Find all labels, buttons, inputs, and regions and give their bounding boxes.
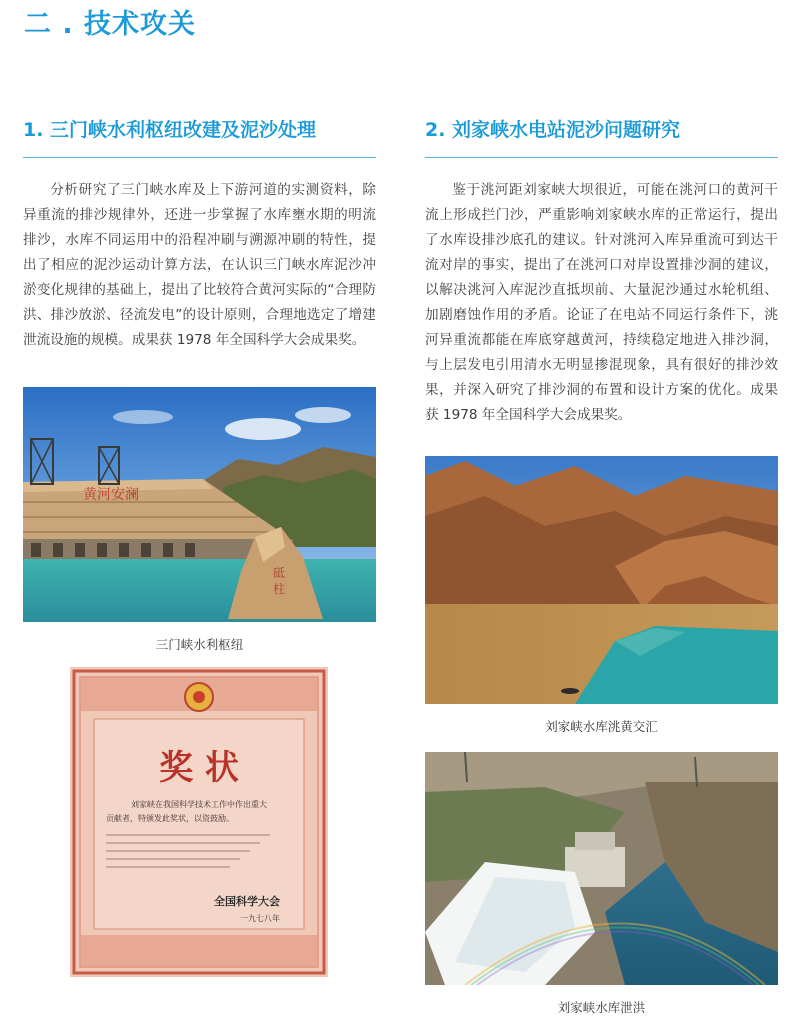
liujiaxia-confluence-photo (425, 456, 778, 704)
right-section-title: 2. 刘家峡水电站泥沙问题研究 (425, 119, 681, 141)
dam-slogan-text: 黄河安澜 (83, 487, 139, 503)
section-heading: 二 . 技术攻关 (24, 9, 197, 40)
award-certificate-image (70, 667, 328, 977)
certificate-issuer: 全国科学大会 (214, 895, 280, 908)
sanmenxia-photo-caption: 三门峡水利枢纽 (155, 637, 244, 652)
liujiaxia-flood-discharge-photo (425, 752, 778, 985)
flood-discharge-photo-caption: 刘家峡水库泄洪 (557, 1000, 646, 1015)
left-paragraph: 分析研究了三门峡水库及上下游河道的实测资料，除异重流的排沙规律外，还进一步掌握了水库壅水期的明流排沙，水库不同运用中的沿程冲刷与溯源冲刷的特性，提出了相应的泥沙运动计算方法，在认识三门峡水库泥沙冲淤变化规律的基础上，提出了比较符合黄河实际的“合理防洪、排沙放淤、径流发电”的设计原则，合理地选定了增建泄流设施的规模。成果获 1978 年全国科学大会成果奖。 (23, 182, 376, 348)
certificate-date: 一九七八年 (240, 914, 280, 923)
svg-text:柱: 柱 (273, 582, 286, 596)
confluence-photo-caption: 刘家峡水库洮黄交汇 (545, 719, 658, 734)
left-title-divider (23, 157, 376, 158)
certificate-line-1: 刘家峡在我国科学技术工作中作出重大 (131, 800, 267, 809)
certificate-line-2: 贡献者，特颁发此奖状，以资鼓励。 (106, 814, 234, 823)
left-section-title: 1. 三门峡水利枢纽改建及泥沙处理 (23, 119, 317, 141)
right-title-divider (425, 157, 778, 158)
right-paragraph: 鉴于洮河距刘家峡大坝很近，可能在洮河口的黄河干流上形成拦门沙，严重影响刘家峡水库的正常运行，提出了水库设排沙底孔的建议。针对洮河入库异重流可到达干流对岸的事实，提出了在洮河口对岸设置排沙洞的建议，以解决洮河入库泥沙直抵坝前、大量泥沙通过水轮机组、加剧磨蚀作用的矛盾。论证了在电站不同运行条件下，洮河异重流都能在库底穿越黄河，持续稳定地进入排沙洞，与上层发电引用清水无明显掺混现象，具有很好的排沙效果，并深入研究了排沙洞的布置和设计方案的优化。成果获 1978 年全国科学大会成果奖。 (425, 182, 778, 423)
sanmenxia-dam-photo (23, 387, 376, 622)
certificate-title: 奖 状 (159, 748, 239, 788)
svg-text:砥: 砥 (273, 566, 286, 580)
